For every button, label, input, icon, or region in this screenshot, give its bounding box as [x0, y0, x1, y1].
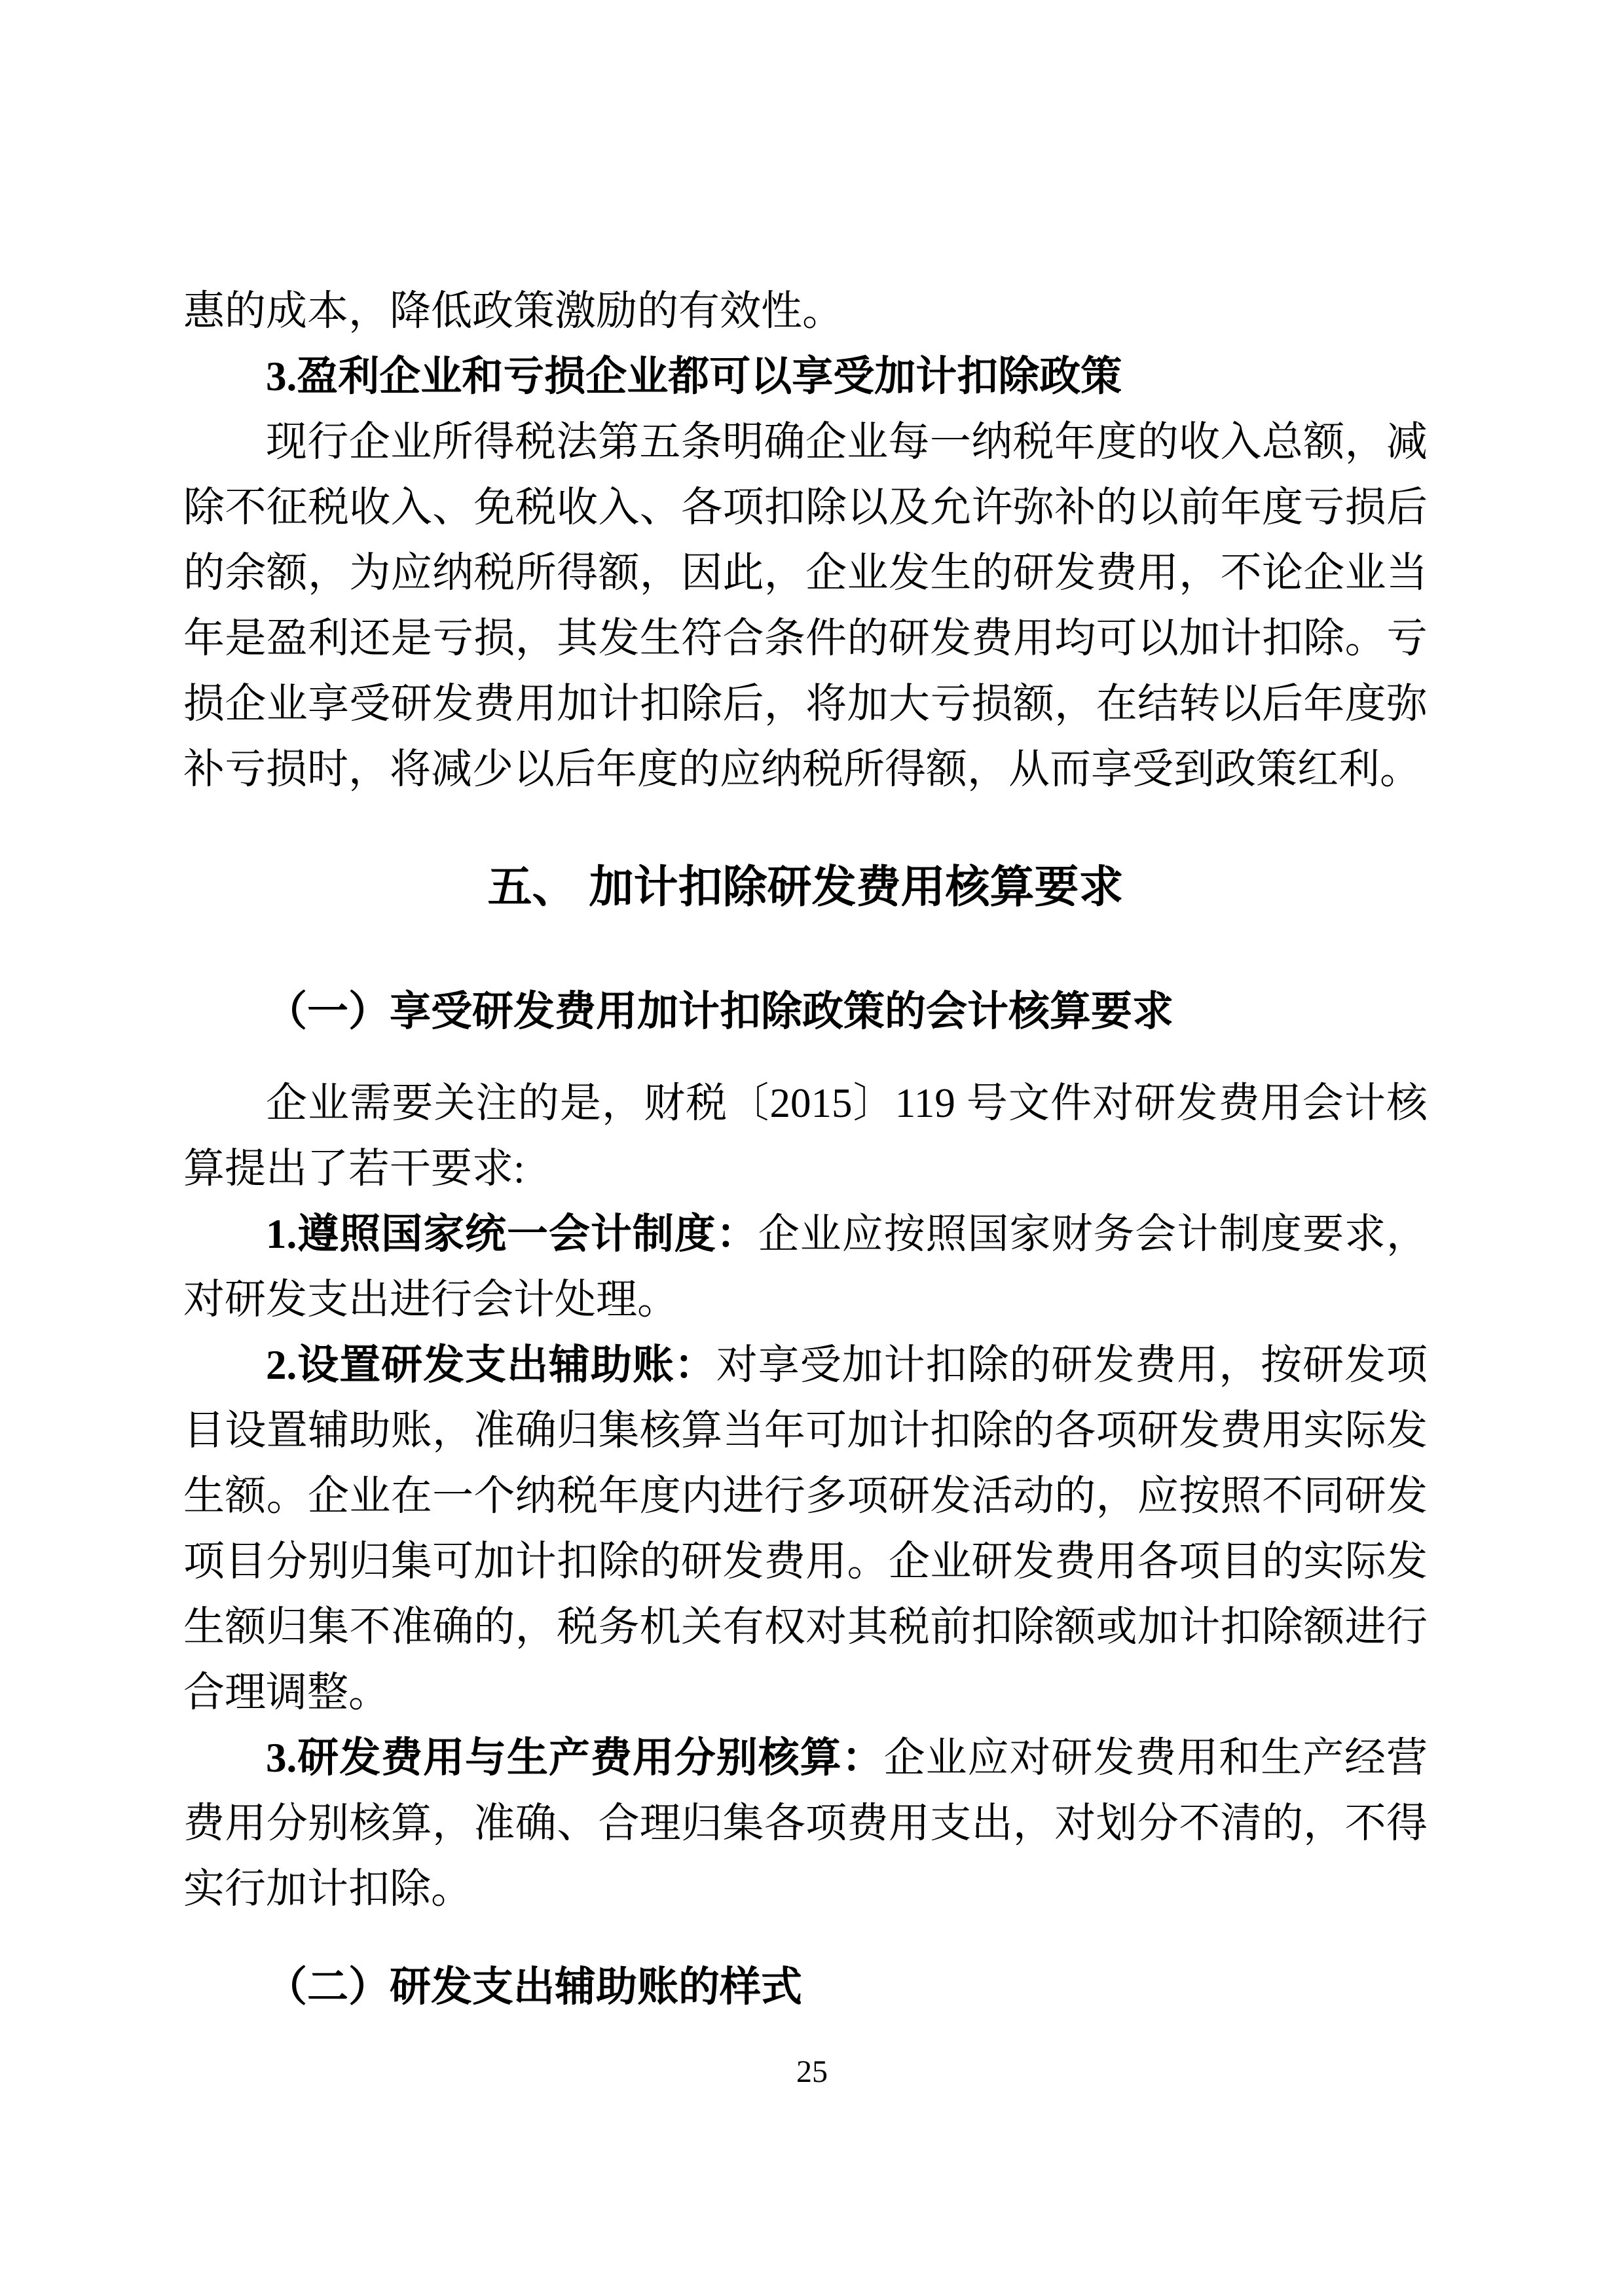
- text-run: 企业应按照国家财务会计制度要求，对研发支出进行会计处理。: [183, 1211, 1428, 1322]
- bold-text-run: 1.遵照国家统一会计制度：: [266, 1211, 758, 1257]
- bold-text-run: 3.盈利企业和亏损企业都可以享受加计扣除政策: [266, 354, 1122, 399]
- text-run: 现行企业所得税法第五条明确企业每一纳税年度的收入总额，减除不征税收入、免税收入、各项扣除以及允许弥补的以前年度亏损后的余额，为应纳税所得额，因此，企业发生的研发费用，不论企业当年是盈利还是亏损，其发生符合条件的研发费用均可以加计扣除。亏损企业享受研发费用加计扣除后，将加大亏损额，在结转以后年度弥补亏损时，将减少以后年度的应纳税所得额，从而享受到政策红利。: [183, 419, 1428, 792]
- bold-text-run: 五、 加计扣除研发费用核算要求: [487, 862, 1124, 912]
- text-run: 惠的成本，降低政策激励的有效性。: [183, 288, 843, 334]
- chapter-heading: [183, 854, 1428, 920]
- paragraph: [183, 278, 1428, 344]
- paragraph: [183, 344, 1428, 409]
- subsection-heading: [183, 979, 1428, 1044]
- paragraph: [183, 1725, 1428, 1922]
- paragraph: [183, 1070, 1428, 1201]
- subsection-heading: [183, 1954, 1428, 2020]
- paragraph: [183, 409, 1428, 802]
- text-run: 企业应对研发费用和生产经营费用分别核算，准确、合理归集各项费用支出，对划分不清的，不得实行加计扣除。: [183, 1735, 1428, 1912]
- text-run: 企业需要关注的是，财税〔2015〕119 号文件对研发费用会计核算提出了若干要求:: [183, 1080, 1428, 1192]
- bold-text-run: （一）享受研发费用加计扣除政策的会计核算要求: [266, 989, 1173, 1034]
- bold-text-run: （二）研发支出辅助账的样式: [266, 1964, 802, 2010]
- bold-text-run: 3.研发费用与生产费用分别核算：: [266, 1735, 884, 1781]
- page-number: 25: [796, 2054, 828, 2089]
- paragraph: [183, 1201, 1428, 1332]
- document-content: [183, 278, 1428, 2020]
- text-run: 对享受加计扣除的研发费用，按研发项目设置辅助账，准确归集核算当年可加计扣除的各项研发费用实际发生额。企业在一个纳税年度内进行多项研发活动的，应按照不同研发项目分别归集可加计扣除的研发费用。企业研发费用各项目的实际发生额归集不准确的，税务机关有权对其税前扣除额或加计扣除额进行合理调整。: [183, 1342, 1428, 1715]
- bold-text-run: 2.设置研发支出辅助账：: [266, 1342, 716, 1388]
- paragraph: [183, 1332, 1428, 1725]
